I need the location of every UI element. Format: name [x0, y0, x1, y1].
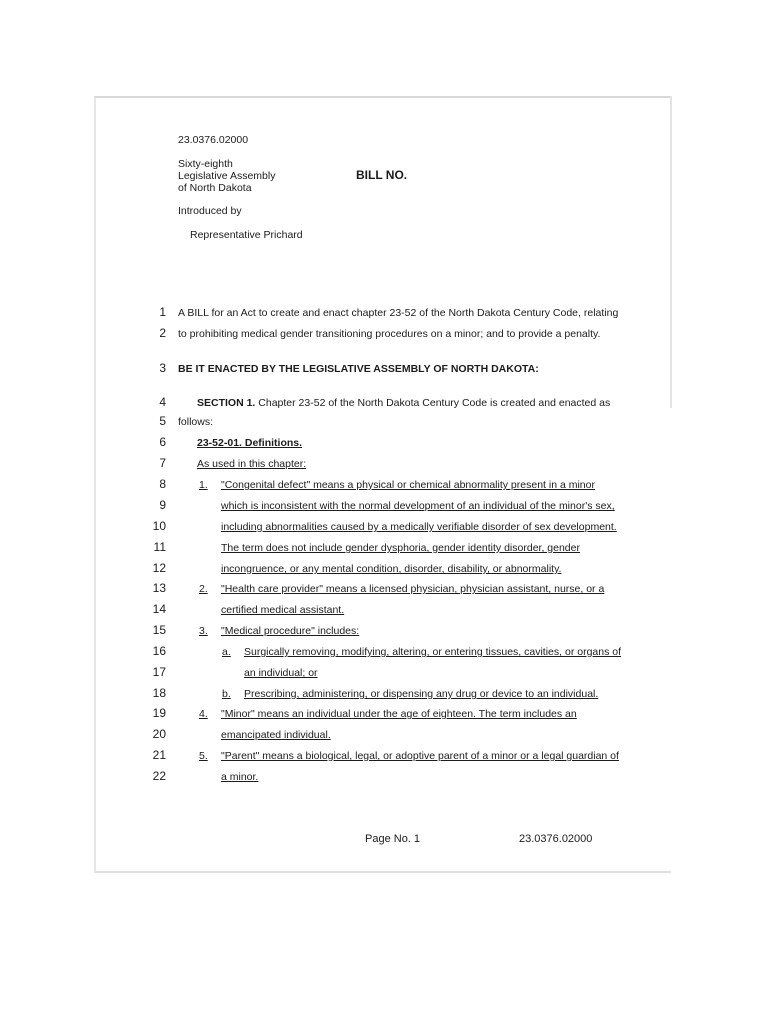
assembly-line-3: of North Dakota	[178, 182, 252, 194]
line-text: "Minor" means an individual under the age of eighteen. The term includes an	[221, 708, 577, 720]
line-number: 12	[152, 561, 166, 575]
footer-bill-code: 23.0376.02000	[519, 833, 593, 845]
assembly-line-2: Legislative Assembly	[178, 170, 276, 182]
line-number: 6	[159, 435, 166, 449]
sponsor-name: Representative Prichard	[190, 229, 303, 241]
line-text: The term does not include gender dysphoria, gender identity disorder, gender	[221, 542, 580, 554]
line-number: 16	[152, 644, 166, 658]
line-number: 1	[159, 305, 166, 319]
list-marker: 3.	[199, 625, 208, 637]
line-text: A BILL for an Act to create and enact chapter 23-52 of the North Dakota Century Code, relating	[178, 307, 619, 319]
page-edge	[670, 96, 672, 408]
line-number: 18	[152, 686, 166, 700]
section-heading: 23-52-01. Definitions.	[197, 437, 303, 449]
line-text: "Congenital defect" means a physical or chemical abnormality present in a minor	[221, 479, 595, 491]
line-number: 2	[159, 326, 166, 340]
enacting-clause: BE IT ENACTED BY THE LEGISLATIVE ASSEMBLY OF NORTH DAKOTA:	[178, 363, 539, 375]
line-text: As used in this chapter:	[197, 458, 307, 470]
line-number: 8	[159, 477, 166, 491]
line-text: to prohibiting medical gender transitioning procedures on a minor; and to provide a penalty.	[178, 328, 601, 340]
line-number: 17	[152, 665, 166, 679]
list-marker: a.	[222, 646, 231, 658]
list-marker: 2.	[199, 583, 208, 595]
line-number: 20	[152, 727, 166, 741]
line-text: an individual; or	[244, 667, 318, 679]
list-marker: b.	[222, 688, 231, 700]
line-text: which is inconsistent with the normal development of an individual of the minor's sex,	[221, 500, 615, 512]
line-number: 9	[159, 498, 166, 512]
line-number: 7	[159, 456, 166, 470]
section-label: SECTION 1.	[197, 397, 256, 409]
line-text: Prescribing, administering, or dispensing any drug or device to an individual.	[244, 688, 599, 700]
line-text: Surgically removing, modifying, altering, or entering tissues, cavities, or organs of	[244, 646, 622, 658]
line-text: a minor.	[221, 771, 259, 783]
line-number: 19	[152, 706, 166, 720]
line-number: 4	[159, 395, 166, 409]
line-number: 15	[152, 623, 166, 637]
line-text: incongruence, or any mental condition, disorder, disability, or abnormality.	[221, 563, 562, 575]
section-text: Chapter 23-52 of the North Dakota Century Code is created and enacted as	[255, 397, 611, 409]
line-text: certified medical assistant.	[221, 604, 345, 616]
line-text: "Medical procedure" includes:	[221, 625, 360, 637]
introduced-by-label: Introduced by	[178, 205, 242, 217]
line-text: follows:	[178, 416, 214, 428]
line-number: 10	[152, 519, 166, 533]
line-number: 11	[153, 540, 166, 554]
line-number: 14	[152, 602, 166, 616]
page-number: Page No. 1	[365, 833, 421, 845]
line-text: emancipated individual.	[221, 729, 331, 741]
line-number: 3	[159, 361, 166, 375]
line-text	[197, 397, 610, 409]
line-number: 22	[152, 769, 166, 783]
assembly-line-1: Sixty-eighth	[178, 158, 233, 170]
line-text: "Health care provider" means a licensed physician, physician assistant, nurse, or a	[221, 583, 605, 595]
list-marker: 1.	[199, 479, 208, 491]
line-number: 13	[152, 581, 166, 595]
line-text: including abnormalities caused by a medically verifiable disorder of sex development.	[221, 521, 617, 533]
line-text: "Parent" means a biological, legal, or adoptive parent of a minor or a legal guardian of	[221, 750, 619, 762]
list-marker: 5.	[199, 750, 208, 762]
bill-number-label: BILL NO.	[356, 168, 408, 182]
list-marker: 4.	[199, 708, 208, 720]
bill-code: 23.0376.02000	[178, 134, 249, 146]
line-number: 5	[159, 414, 166, 428]
line-number: 21	[152, 748, 166, 762]
